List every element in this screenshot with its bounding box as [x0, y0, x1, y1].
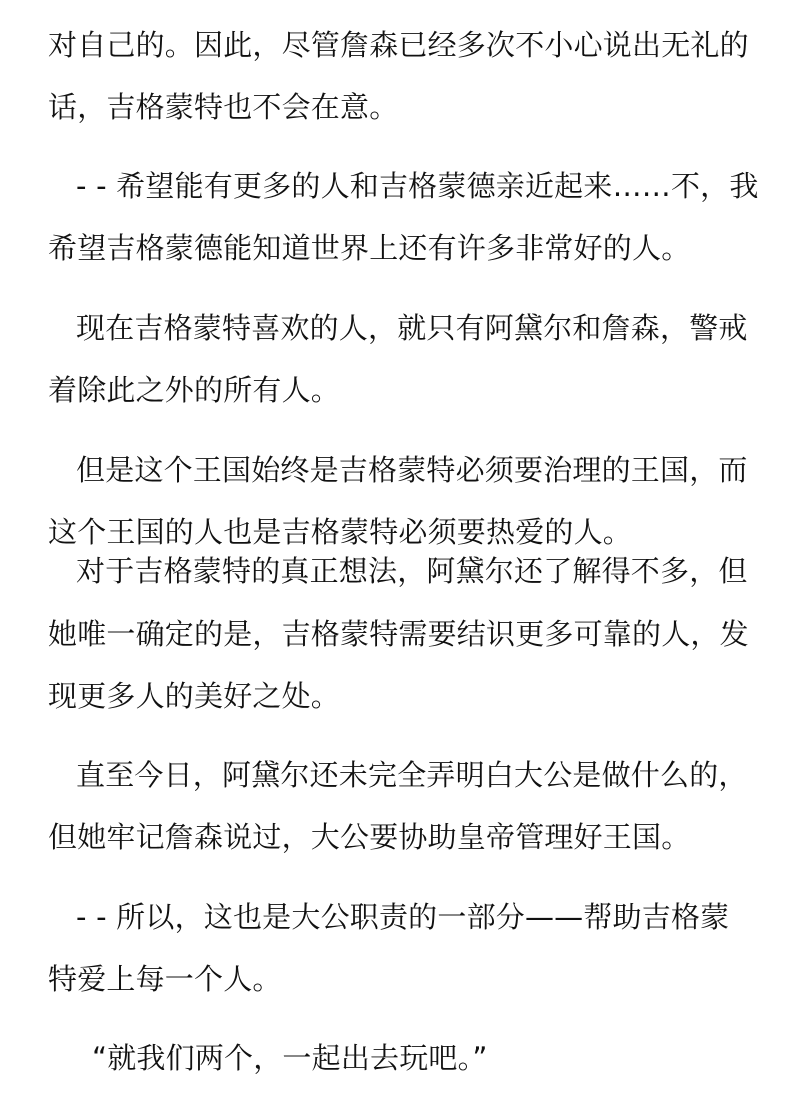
text-line: 但是这个王国始终是吉格蒙特必须要治理的王国，而 — [76, 453, 748, 487]
text-line: 这个王国的人也是吉格蒙特必须要热爱的人。 — [48, 515, 633, 549]
text-line: - - 希望能有更多的人和吉格蒙德亲近起来……不，我 — [76, 169, 759, 203]
text-line: 现在吉格蒙特喜欢的人，就只有阿黛尔和詹森，警戒 — [76, 311, 748, 345]
text-line: 现更多人的美好之处。 — [48, 679, 341, 713]
text-line: 直至今日，阿黛尔还未完全弄明白大公是做什么的， — [76, 758, 748, 792]
text-line: 但她牢记詹森说过，大公要协助皇帝管理好王国。 — [48, 820, 691, 854]
text-line: - - 所以，这也是大公职责的一部分——帮助吉格蒙 — [76, 900, 730, 934]
text-line: “就我们两个，一起出去玩吧。” — [92, 1041, 488, 1075]
text-line: 她唯一确定的是，吉格蒙特需要结识更多可靠的人，发 — [48, 617, 749, 651]
text-line: 对自己的。因此，尽管詹森已经多次不小心说出无礼的 — [48, 28, 749, 62]
text-line: 希望吉格蒙德能知道世界上还有许多非常好的人。 — [48, 231, 691, 265]
text-line: 对于吉格蒙特的真正想法，阿黛尔还了解得不多，但 — [76, 554, 748, 588]
text-line: 着除此之外的所有人。 — [48, 373, 341, 407]
text-line: 话，吉格蒙特也不会在意。 — [48, 90, 399, 124]
text-line: 特爱上每一个人。 — [48, 962, 282, 996]
